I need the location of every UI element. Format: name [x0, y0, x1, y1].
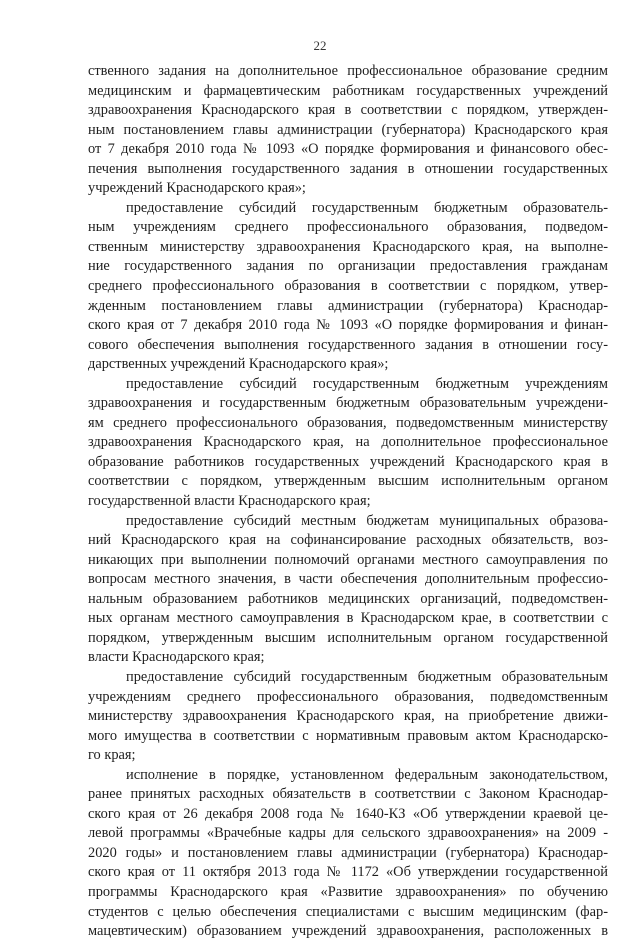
text-line: левой программы «Врачебные кадры для сельского здравоохранения» на 2009 - [88, 825, 608, 842]
text-line: здравоохранения и государственным бюджетным образовательным учреждени- [88, 395, 608, 412]
text-line: никающих при выполнении полномочий органами местного самоуправления по [88, 551, 608, 568]
text-line: медицинским и фармацевтическим работникам государственных учреждений [88, 82, 608, 99]
text-line: государственной власти Краснодарского края; [88, 493, 371, 510]
text-line: порядком, утвержденным высшим исполнительным органом государственной [88, 629, 608, 646]
text-line: ние государственного задания по организации предоставления гражданам [88, 258, 608, 275]
text-line: исполнение в порядке, установленном федеральным законодательством, [126, 766, 608, 783]
text-line: ственным министерству здравоохранения Краснодарского края, на выполне- [88, 238, 608, 255]
text-line: среднего профессионального образования в соответствии с порядком, утвер- [88, 278, 608, 295]
text-line: ям среднего профессионального образования, подведомственным министерству [88, 414, 608, 431]
text-line: власти Краснодарского края; [88, 649, 265, 666]
text-line: предоставление субсидий государственным бюджетным образовательным [126, 668, 608, 685]
text-line: образование работников государственных учреждений Краснодарского края в [88, 453, 608, 470]
text-line: министерству здравоохранения Краснодарского края, на приобретение движи- [88, 708, 608, 725]
text-line: учреждениям среднего профессионального образования, подведомственным [88, 688, 608, 705]
text-line: ным постановлением главы администрации (губернатора) Краснодарского края [88, 121, 608, 138]
text-line: здравоохранения Краснодарского края, на дополнительное профессиональное [88, 434, 608, 451]
text-line: учреждений Краснодарского края»; [88, 180, 306, 197]
text-line: ственного задания на дополнительное профессиональное образование средним [88, 63, 608, 79]
text-line: ранее принятых расходных обязательств в соответствии с Законом Краснодар- [88, 786, 608, 803]
text-line: ского края от 11 октября 2013 года № 1172 «Об утверждении государственной [88, 864, 608, 881]
text-line: жденным постановлением главы администрации (губернатора) Краснодар- [88, 297, 608, 314]
text-line: программы Краснодарского края «Развитие здравоохранения» по обучению [88, 883, 608, 900]
text-line: печения выполнения государственного задания в отношении государственных [88, 160, 608, 177]
text-line: соответствии с порядком, утвержденным высшим исполнительным органом [88, 473, 608, 490]
text-line: дарственных учреждений Краснодарского края»; [88, 356, 389, 373]
text-line: ний Краснодарского края на софинансирование расходных обязательств, воз- [88, 532, 608, 549]
text-line: го края; [88, 747, 136, 764]
text-line: мого имущества в соответствии с нормативным правовым актом Краснодарско- [88, 727, 608, 744]
text-line: нальным образованием работников медицинских организаций, подведомствен- [88, 590, 608, 607]
text-line: ского края от 26 декабря 2008 года № 1640-КЗ «Об утверждении краевой це- [88, 805, 608, 822]
text-line: ным учреждениям среднего профессионального образования, подведом- [88, 219, 608, 236]
text-line: вопросам местного значения, в части обеспечения дополнительным профессио- [88, 571, 608, 588]
text-line: здравоохранения Краснодарского края в соответствии с порядком, утвержден- [88, 102, 608, 119]
page-number: 22 [313, 38, 327, 53]
text-line: 2020 годы» и постановлением главы администрации (губернатора) Краснодар- [88, 844, 608, 861]
text-line: сового обеспечения выполнения государственного задания в отношении госу- [88, 336, 608, 353]
text-line: студентов с целью обеспечения специалистами с высшим медицинским (фар- [88, 903, 608, 920]
text-line: предоставление субсидий государственным бюджетным учреждениям [126, 375, 608, 392]
text-line: от 7 декабря 2010 года № 1093 «О порядке формирования и финансового обес- [88, 141, 608, 158]
body-text [88, 62, 608, 942]
text-line: ского края от 7 декабря 2010 года № 1093 «О порядке формирования и финан- [88, 317, 608, 334]
text-line: предоставление субсидий местным бюджетам муниципальных образова- [126, 512, 608, 529]
text-line: ных органам местного самоуправления в Краснодарском крае, в соответствии с [88, 610, 608, 627]
text-line: предоставление субсидий государственным бюджетным образователь- [126, 199, 608, 216]
text-line: мацевтическим) образованием учреждений здравоохранения, расположенных в [88, 923, 608, 940]
